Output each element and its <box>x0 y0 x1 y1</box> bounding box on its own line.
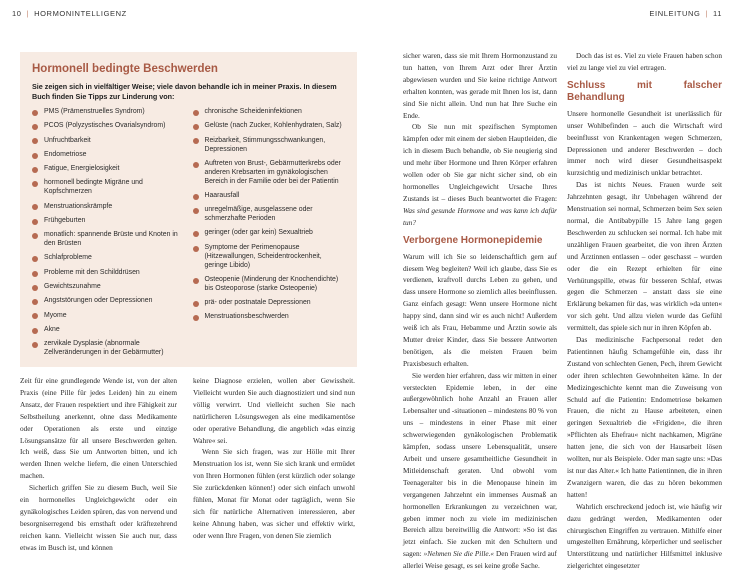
paragraph-text: Den Frauen wird auf allerlei Weise gesagt, es sei keine große Sache. <box>403 549 557 571</box>
chapter-title: EINLEITUNG <box>649 9 701 18</box>
bullet-icon <box>193 301 199 307</box>
symptom-item <box>193 313 346 322</box>
symptom-label: PMS (Prämenstruelles Syndrom) <box>44 108 145 115</box>
symptom-label: geringer (oder gar kein) Sexualtrieb <box>204 229 313 237</box>
symptom-item <box>193 229 346 238</box>
bullet-icon <box>32 138 38 144</box>
bullet-icon <box>193 124 199 130</box>
bullet-icon <box>32 328 38 334</box>
symptom-item <box>32 108 185 117</box>
bullet-icon <box>32 153 38 159</box>
bullet-icon <box>32 313 38 319</box>
symptom-item <box>193 244 346 271</box>
paragraph: Das ist nichts Neues. Frauen wurde seit Jahrzehnten gesagt, ihr Unbehagen während der Menstruation sei normal, Schmerzen beim Sex seien normal, die Antibabypille 15 Jahre lang gegen Beschwerden zu schlucken sei normal. Ich habe mit unzähligen Frauen gearbeitet, die von ihren Ärzten und Ärztinnen entlassen – oder geschasst – wurden oder die ein Rezept erhielten für eine Verhütungspille, etwas für besseren Schlaf, etwas gegen die Schmerzen – anstatt dass sie eine Erklärung bekamen für das, was wirklich »da unten« vor sich geht. Und allzu vielen wurde das Gefühl vermittelt, das spiele sich nur in ihren Köpfen ab. <box>567 180 722 333</box>
symptom-box <box>20 52 357 367</box>
bullet-icon <box>32 299 38 305</box>
symptom-label: Auftreten von Brust-, Gebärmutterkrebs oder anderen Krebsarten im gynäkologischen Bereich in der Familie oder bei der Patientin <box>204 159 341 185</box>
symptom-label: PCOS (Polyzystisches Ovarialsyndrom) <box>44 122 166 130</box>
symptom-item <box>193 299 346 308</box>
paragraph: keine Diagnose erzielen, wollen aber Gewissheit. Vielleicht wurden Sie auch diagnostiziert und sind nun völlig verwirrt. Und vielleicht suchen Sie nach natürlicheren Lösungswegen als eine medikamentöse oder operative Behandlung, die angeblich »das einzig Wahre« sei. <box>193 376 355 445</box>
paragraph-text: Sie werden hier erfahren, dass wir mitten in einer versteckten Epidemie leben, in der eine außergewöhnlich hohe Anzahl an Frauen aller Lebensalter und -situationen – mindestens 80 % von uns – mindestens in einer Phase mit einer schwerwiegenden gynäkologischen Problematik kämpfen, sodass unsere Lebensqualität, unsere Arbeit und unsere gesamtheitliche Gesundheit in Mitleidenschaft geraten. Und obwohl vom Teenageralter bis in die Menopause hinein im vergangenen Jahrzehnt ein immenses Ausmaß an hormonellen Erkrankungen zu verzeichnen war, geben immer noch zu viele im medizinischen Bereich allzu bereitwillig die Antwort: »So ist das jetzt einfach. Sie zucken mit den Schultern und sagen: <box>403 370 557 559</box>
paragraph: Wenn Sie sich fragen, was zur Hölle mit Ihrer Menstruation los ist, wenn Sie sich krank und ermüdet von Ihren Hormonen fühlen (erst kürzlich oder solange Sie zurückdenken können!) oder sich einfach unwohl fühlen, Monat für Monat oder tagtäglich, wenn Sie sich für natürliche Alternativen interessieren, aber keine Ahnung haben, was sicher und effektiv wirkt, oder wenn Ihre Fragen, von denen Sie ziemlich <box>193 447 355 540</box>
symptom-label: Symptome der Perimenopause (Hitzewallungen, Scheidentrockenheit, geringe Libido) <box>204 243 322 269</box>
section-heading-behandlung: Schluss mit falscher Behandlung <box>567 79 722 103</box>
bullet-icon <box>193 162 199 168</box>
bullet-icon <box>32 110 38 116</box>
symptom-label: zervikale Dysplasie (abnormale Zellveränderungen in der Gebärmutter) <box>44 340 164 357</box>
symptom-item <box>32 179 185 197</box>
symptom-item <box>32 269 185 278</box>
symptom-item <box>32 217 185 226</box>
text-column-2 <box>193 375 355 542</box>
bullet-icon <box>193 208 199 214</box>
bullet-icon <box>193 278 199 284</box>
symptom-label: Frühgeburten <box>44 216 86 224</box>
symptom-label: unregelmäßige, ausgelassene oder schmerzhafte Perioden <box>204 206 313 223</box>
symptom-label: Schlafprobleme <box>44 254 92 262</box>
symptom-item <box>32 122 185 131</box>
symptom-label: Gelüste (nach Zucker, Kohlenhydraten, Salz) <box>204 122 342 130</box>
symptom-label: Endometriose <box>44 150 87 158</box>
symptom-item <box>32 231 185 249</box>
bullet-icon <box>32 271 38 277</box>
paragraph: sicher waren, dass sie mit Ihrem Hormonzustand zu tun hatten, von Ihrem Arzt oder Ihrer Ärztin abgewiesen wurden und Sie keine richtige Antwort erhalten konnten, was gerade mit Ihnen los ist, dann sind Sie nicht allein. Und nun hat Ihre Suche ein Ende. <box>403 51 557 120</box>
symptom-label: Unfruchtbarkeit <box>44 136 91 144</box>
symptom-label: Gewichtszunahme <box>44 283 101 291</box>
bullet-icon <box>32 167 38 173</box>
bullet-icon <box>193 138 199 144</box>
section-heading-epidemie: Verborgene Hormonepidemie <box>403 234 543 246</box>
symptom-label: monatlich: spannende Brüste und Knoten in den Brüsten <box>44 231 178 248</box>
running-header-left <box>12 9 127 18</box>
text-column-4 <box>567 50 722 572</box>
symptom-label: Akne <box>44 325 60 333</box>
paragraph: Das medizinische Fachpersonal redet den Patientinnen häufig Schamgefühle ein, dass ihr Zustand von schlechten Genen, Pech, ihrem Gewicht oder ihren schlechten Gewohnheiten käme. In der Medizingeschichte kennt man die Zuweisung von Schuld auf die Patientin: Endometriose bekamen Frauen, die nicht zu Hause arbeiteten, einen geringen Sexualtrieb die »Frigiden«, die ihren »Pflichten als Ehefrau« nicht nachkamen, Migräne hatten jene, die sich von der Hausarbeit lösen wollten, nur als Beispiele. Oder man sagte uns: »Das ist nur das Alter.« Ich hatte Patientinnen, die in ihren Zwanzigern waren, die das zu hören bekommen hatten! <box>567 335 722 499</box>
symptom-item <box>32 203 185 212</box>
symptom-item <box>32 312 185 321</box>
bullet-icon <box>32 181 38 187</box>
bullet-icon <box>193 315 199 321</box>
symptom-item <box>193 137 346 155</box>
bullet-icon <box>32 256 38 262</box>
bullet-icon <box>32 285 38 291</box>
paragraph: Warum will ich Sie so leidenschaftlich gern auf diesem Weg begleiten? Weil ich glaube, dass Sie es verdienen, kraftvoll durchs Leben zu gehen, und dass unsere Hormone so ziemlich alles beeinflussen. Ganz einfach gesagt: Wenn unsere Hormone nicht happy sind, dann sind wir es auch nicht! Außerdem weiß ich als Frau, Hebamme und Ärztin sowie als Mutter dreier Kinder, dass Sie bessere Antworten benötigen, als die meisten Frauen beim Praxisbesuch erhalten. <box>403 251 557 368</box>
page-number-right: 11 <box>713 9 722 18</box>
symptom-item <box>193 276 346 294</box>
header-separator-right: | <box>705 9 708 18</box>
symptom-label: Probleme mit den Schilddrüsen <box>44 268 140 276</box>
symptom-item <box>193 160 346 187</box>
box-columns <box>32 108 345 363</box>
bullet-icon <box>32 204 38 210</box>
symptom-label: Reizbarkeit, Stimmungsschwankungen, Depressionen <box>204 136 326 153</box>
bullet-icon <box>193 231 199 237</box>
paragraph: Sicherlich griffen Sie zu diesem Buch, weil Sie ein hormonelles Ungleichgewicht oder ein gynäkologisches Leiden spüren, das von nervend und besorgniserregend bis ernsthaft oder kräftezehrend reichen kann. Vielleicht wissen Sie auch nur, dass etwas im Busch ist, und können <box>20 483 177 552</box>
text-column-1 <box>20 375 177 554</box>
symptom-label: Myome <box>44 311 67 319</box>
symptom-item <box>32 340 185 358</box>
italic-question: Was sind gesunde Hormone und was kann ich dafür tun? <box>403 205 557 227</box>
symptom-item <box>32 165 185 174</box>
bullet-icon <box>193 194 199 200</box>
symptom-item <box>32 151 185 160</box>
paragraph <box>403 121 557 228</box>
paragraph: Zeit für eine grundlegende Wende ist, von der alten Praxis (eine Pille für jedes Leiden) hin zu einem Ansatz, der Frauen respektiert und ihre Fähigkeit zur Selbstheilung anerkennt, ohne dass Medikamente oder Operationen als erste und einzige Lösungsansätze für all unsere Beschwerden gelten. Ich weiß, dass Sie um Antworten bitten, und ich werden Ihnen welche liefern, die einen Unterschied machen. <box>20 376 177 481</box>
symptom-item <box>32 297 185 306</box>
symptom-item <box>193 192 346 201</box>
book-title: HORMONINTELLIGENZ <box>34 9 127 18</box>
bullet-icon <box>32 233 38 239</box>
paragraph <box>403 370 557 572</box>
symptom-list-right <box>193 108 346 363</box>
symptom-item <box>193 122 346 131</box>
symptom-item <box>193 108 346 117</box>
box-intro: Sie zeigen sich in vielfältiger Weise; viele davon behandle ich in meiner Praxis. In diesem Buch finden Sie Tipps zur Linderung von: <box>32 82 337 101</box>
running-header-right <box>649 9 722 18</box>
symptom-label: Fatigue, Energielosigkeit <box>44 165 120 173</box>
text-column-3 <box>403 50 557 572</box>
bullet-icon <box>32 219 38 225</box>
bullet-icon <box>32 342 38 348</box>
italic-quote: »Nehmen Sie die Pille.« <box>423 549 495 559</box>
bullet-icon <box>32 124 38 130</box>
symptom-label: chronische Scheideninfektionen <box>204 108 302 115</box>
paragraph-text: Ob Sie nun mit spezifischen Symptomen kämpfen oder mit einem der sieben Hauptleiden, die ich in diesem Buch behandle, ob Sie neugierig sind und mehr über Hormone und Ihren Körper erfahren wollen oder ob Sie gar nicht sicher sind, ob ein hormonelles Ungleichgewicht Ursache Ihres Zustands ist – dieses Buch beantwortet die Fragen: <box>403 122 557 203</box>
symptom-label: prä- oder postnatale Depressionen <box>204 299 311 307</box>
symptom-list-left <box>32 108 185 363</box>
symptom-label: Menstruationskrämpfe <box>44 202 113 210</box>
bullet-icon <box>193 246 199 252</box>
symptom-item <box>32 137 185 146</box>
box-title: Hormonell bedingte Beschwerden <box>32 63 218 75</box>
symptom-label: Osteopenie (Minderung der Knochendichte) bis Osteoporose (starke Osteopenie) <box>204 275 339 292</box>
paragraph: Doch das ist es. Viel zu viele Frauen haben schon viel zu lange viel zu viel ertragen. <box>567 51 722 72</box>
paragraph: Unsere hormonelle Gesundheit ist unerlässlich für unser Wohlbefinden – auch die Wirtschaft wird beeinflusst von Krankentagen wegen Schmerzen, Depressionen und anderer Beschwerden – doch immer noch wird dieser Gesundheitsaspekt kurzsichtig und medizinisch unklar betrachtet. <box>567 108 722 178</box>
page-number-left: 10 <box>12 9 22 18</box>
bullet-icon <box>193 110 199 116</box>
symptom-label: hormonell bedingte Migräne und Kopfschmerzen <box>44 179 143 196</box>
paragraph: Wahrlich erschreckend jedoch ist, wie häufig wir dazu gedrängt werden, Medikamenten oder chirurgischen Eingriffen zu vertrauen. Mithilfe einer umgestellten Ernährung, körperlicher und seelischer Unterstützung und natürlicher Hilfsmittel inklusive zielgerichtet eingesetzter <box>567 501 722 571</box>
symptom-item <box>193 206 346 224</box>
symptom-label: Angststörungen oder Depressionen <box>44 297 153 305</box>
symptom-label: Haarausfall <box>204 191 240 199</box>
symptom-label: Menstruationsbeschwerden <box>204 313 289 321</box>
symptom-item <box>32 326 185 335</box>
header-separator-left: | <box>26 9 30 18</box>
symptom-item <box>32 254 185 263</box>
symptom-item <box>32 283 185 292</box>
